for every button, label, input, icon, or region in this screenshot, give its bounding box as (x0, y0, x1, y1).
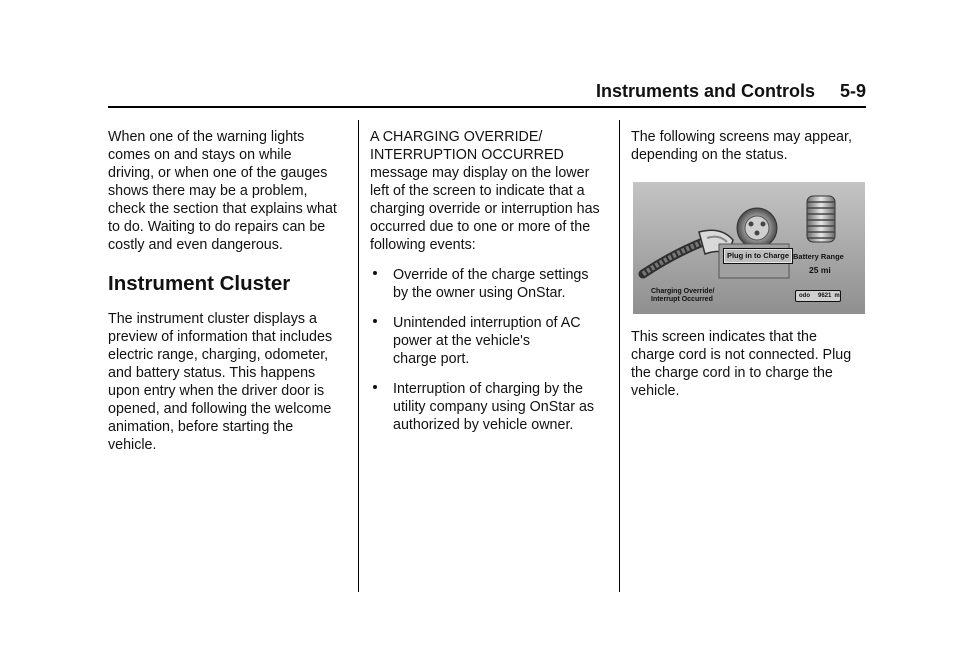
screen-explanation-paragraph (631, 328, 871, 400)
odometer-unit: mi (834, 293, 842, 299)
instrument-cluster-screen-image (633, 182, 865, 314)
list-item (370, 380, 610, 434)
list-item (370, 266, 610, 302)
battery-gauge-icon (807, 196, 835, 242)
text-line: shows there may be a problem, (108, 183, 308, 199)
bullet-icon (373, 319, 377, 323)
odometer-readout (795, 290, 841, 302)
plug-in-to-charge-message: Plug in to Charge (723, 248, 793, 264)
text-line: and battery status. This happens (108, 365, 316, 381)
charging-override-message (651, 288, 714, 304)
text-line: Interrupt Occurred (651, 296, 713, 303)
text-line: power at the vehicle's (393, 333, 531, 349)
text-line: The following screens may appear, (631, 129, 852, 145)
text-line: opened, and following the welcome (108, 401, 332, 417)
text-line: utility company using OnStar as (393, 399, 595, 415)
text-line: Unintended interruption of AC (393, 315, 581, 331)
text-line: This screen indicates that the (631, 329, 817, 345)
page-header-title: Instruments and Controls 5-9 (595, 81, 866, 101)
charge-port-icon (737, 208, 777, 248)
text-line: animation, before starting the (108, 419, 294, 435)
text-line: charge port. (393, 351, 470, 367)
text-line: comes on and stays on while (108, 147, 292, 163)
text-line: vehicle. (631, 383, 680, 399)
text-line: authorized by vehicle owner. (393, 417, 574, 433)
column-2 (370, 128, 610, 434)
instrument-cluster-paragraph (108, 310, 348, 454)
text-line: message may display on the lower (370, 165, 590, 181)
text-line: to do. Waiting to do repairs can be (108, 219, 326, 235)
screens-intro-paragraph (631, 128, 871, 164)
text-line: driving, or when one of the gauges (108, 165, 328, 181)
text-line: costly and even dangerous. (108, 237, 283, 253)
text-line: When one of the warning lights (108, 129, 305, 145)
text-line: charge cord is not connected. Plug (631, 347, 852, 363)
text-line: Override of the charge settings (393, 267, 589, 283)
column-divider-1 (358, 120, 359, 592)
page-header (108, 78, 866, 108)
section-heading-instrument-cluster: Instrument Cluster (108, 272, 291, 295)
text-line: left of the screen to indicate that a (370, 183, 585, 199)
text-line: by the owner using OnStar. (393, 285, 566, 301)
column-3 (631, 128, 871, 400)
bullet-icon (373, 271, 377, 275)
text-line: check the section that explains what (108, 201, 337, 217)
text-line: The instrument cluster displays a (108, 311, 317, 327)
text-line: Charging Override/ (651, 288, 715, 295)
text-line: occurred due to one or more of the (370, 219, 591, 235)
battery-range-label: Battery Range (793, 252, 844, 261)
column-divider-2 (619, 120, 620, 592)
odometer-value: 9621 (818, 293, 832, 299)
override-events-list (370, 266, 610, 434)
text-line: charging override or interruption has (370, 201, 600, 217)
text-line: following events: (370, 237, 476, 253)
column-1 (108, 128, 348, 472)
odometer-label: odo (799, 293, 810, 299)
text-line: upon entry when the driver door is (108, 383, 325, 399)
bullet-icon (373, 385, 377, 389)
battery-range-value: 25 mi (809, 265, 831, 275)
text-line: electric range, charging, odometer, (108, 347, 329, 363)
charging-override-paragraph (370, 128, 610, 254)
warning-intro-paragraph (108, 128, 348, 254)
text-line: vehicle. (108, 437, 157, 453)
list-item (370, 314, 610, 368)
text-line: the charge cord in to charge the (631, 365, 833, 381)
text-line: Interruption of charging by the (393, 381, 583, 397)
text-line: depending on the status. (631, 147, 788, 163)
text-line: INTERRUPTION OCCURRED (370, 147, 564, 163)
text-line: A CHARGING OVERRIDE/ (370, 129, 543, 145)
text-line: preview of information that includes (108, 329, 333, 345)
